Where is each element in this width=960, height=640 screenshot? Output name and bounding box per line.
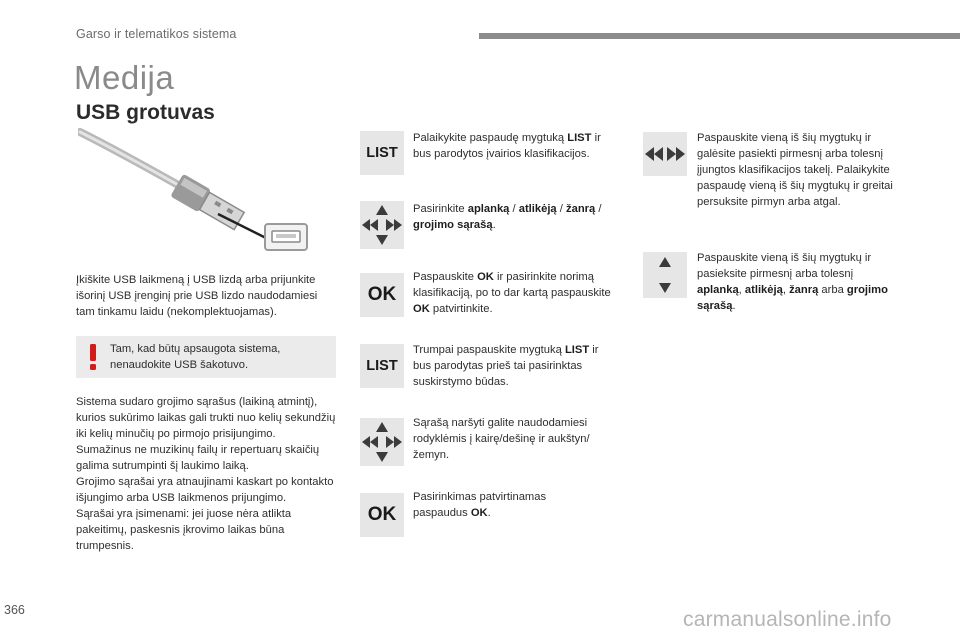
step-text: Pasirinkimas patvirtinamas paspaudus OK. (413, 491, 547, 519)
page-title: Medija (74, 59, 175, 96)
warning-text: Tam, kad būtų apsaugota sistema, nenaudokite USB šakotuvo. (110, 343, 281, 371)
page-number: 366 (4, 603, 25, 617)
four-arrows-icon (360, 418, 404, 466)
step-text: Sąrašą naršyti galite naudodamiesi rodyklėmis į kairę/dešinę ir aukštyn/žemyn. (413, 417, 590, 461)
info-paragraph: Sąrašai yra įsimenami: jei juose nėra atlikta pakeitimų, paskesnis įkrovimo laikas būna trumpesnis. (76, 508, 292, 552)
seek-buttons-icon (643, 132, 687, 176)
section-header: Garso ir telematikos sistema (76, 27, 237, 41)
warning-box (76, 336, 336, 378)
list-button (360, 131, 404, 175)
watermark: carmanualsonline.info (683, 608, 892, 631)
four-arrows-button (360, 418, 404, 466)
intro-text: Įkiškite USB laikmeną į USB lizdą arba prijunkite išorinį USB įrenginį prie USB lizdo naudodamiesi tam tinkamu laidu (nekomplektuojamas). (76, 274, 318, 318)
step-text: Trumpai paspauskite mygtuką LIST ir bus parodytas prieš tai pasirinktas suskirstymo būdas. (413, 344, 599, 388)
ok-button-label: OK (367, 504, 397, 525)
four-arrows-button (360, 201, 404, 249)
ok-button-label: OK (367, 284, 397, 305)
info-paragraph: Sistema sudaro grojimo sąrašus (laikiną atmintį), kurios sukūrimo laikas gali trukti nuo kelių sekundžių iki kelių minučių po pirmojo prisijungimo. (76, 396, 336, 440)
info-paragraph: Grojimo sąrašai yra atnaujinami kaskart po kontakto išjungimo arba USB laikmenos prijungimo. (76, 476, 334, 504)
exclamation-icon (86, 343, 100, 371)
list-button-label: LIST (366, 358, 398, 374)
four-arrows-icon (360, 201, 404, 249)
up-down-buttons (643, 252, 687, 298)
step-text: Paspauskite vieną iš šių mygtukų ir galėsite pasiekti pirmesnį arba tolesnį įjungtos klasifikacijos takelį. Palaikykite paspaudę vieną iš šių mygtukų ir greitai persuksite pirmyn arba atgal. (697, 132, 893, 208)
ok-button (360, 493, 404, 537)
page-subtitle: USB grotuvas (76, 101, 215, 124)
info-text (76, 394, 338, 554)
up-down-arrows-icon (643, 252, 687, 298)
usb-port-icon (264, 223, 308, 251)
info-paragraph: Sumažinus ne muzikinų failų ir repertuarų skaičių galima sutrumpinti šį laukimo laiką. (76, 444, 320, 472)
step-text: Paspauskite vieną iš šių mygtukų ir pasieksite pirmesnį arba tolesnį aplanką, atlikėją, žanrą arba grojimo sąrašą. (697, 252, 888, 312)
step-text: Pasirinkite aplanką / atlikėją / žanrą / grojimo sąrašą. (413, 203, 602, 231)
seek-buttons (643, 132, 687, 176)
step-text: Palaikykite paspaudę mygtuką LIST ir bus parodytos įvairios klasifikacijos. (413, 132, 601, 160)
list-button-label: LIST (366, 145, 398, 161)
ok-button (360, 273, 404, 317)
list-button (360, 344, 404, 388)
step-text: Paspauskite OK ir pasirinkite norimą klasifikaciją, po to dar kartą paspauskite OK patvirtinkite. (413, 271, 611, 315)
header-divider (479, 33, 960, 39)
